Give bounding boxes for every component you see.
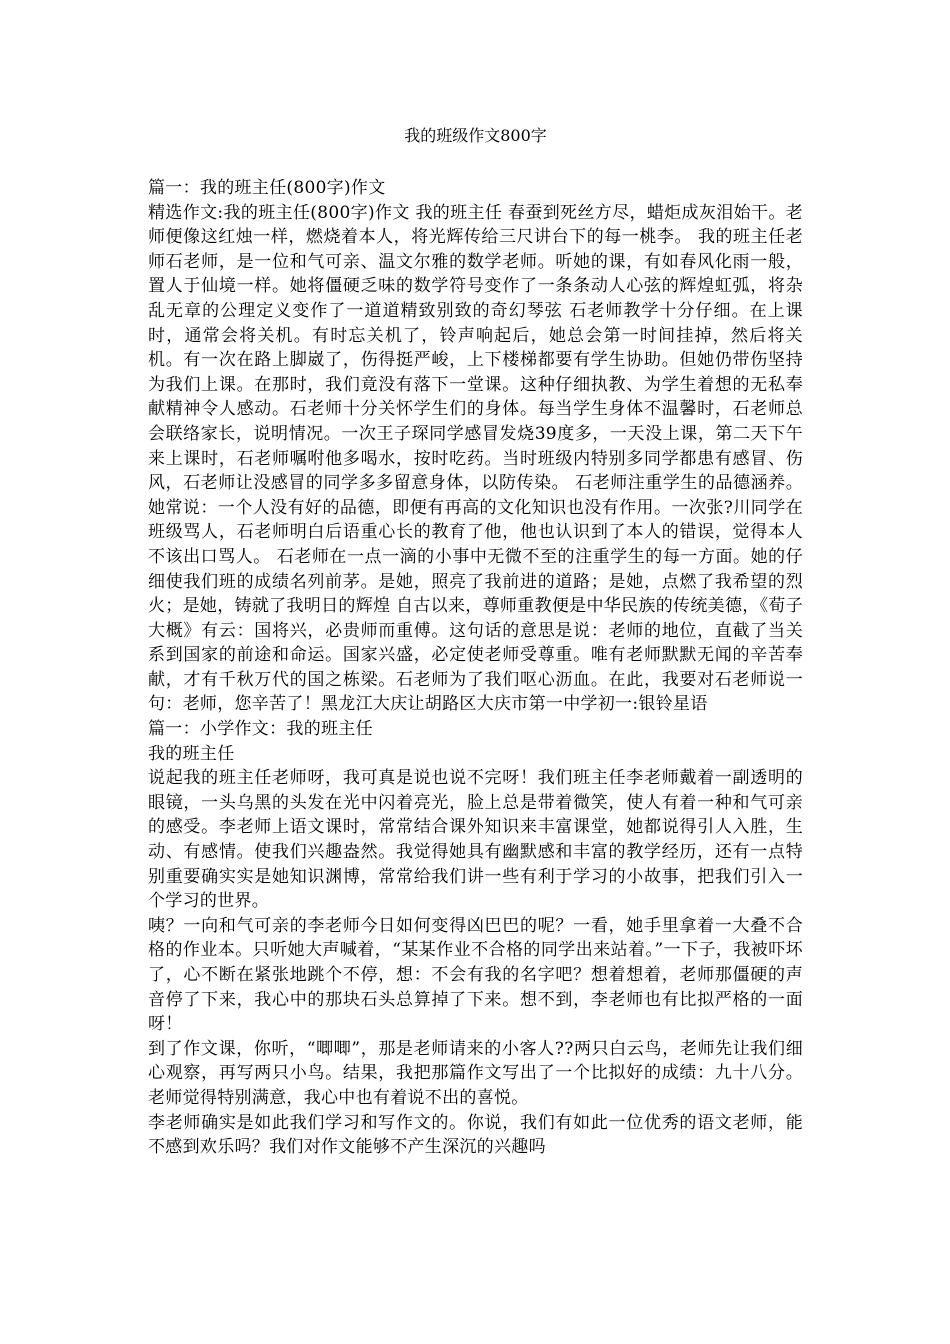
paragraph: 到了作文课，你听，“唧唧”，那是老师请来的小客人??两只白云鸟，老师先让我们细心观察，再写两只小鸟。结果，我把那篇作文写出了一个比拟好的成绩：九十八分。老师觉得特别满意，我心中也有着说不出的喜悦。 xyxy=(148,1038,803,1108)
paragraph: 说起我的班主任老师呀，我可真是说也说不完呀！我们班主任李老师戴着一副透明的眼镜，一头乌黑的头发在光中闪着亮光，脸上总是带着微笑，使人有着一种和气可亲的感受。李老师上语文课时，常常结合课外知识来丰富课堂，她都说得引人入胜，生动、有感情。使我们兴趣盎然。我觉得她具有幽默感和丰富的教学经历，还有一点特别重要确实实是她知识渊博，常常给我们讲一些有利于学习的小故事，把我们引入一个学习的世界。 xyxy=(148,768,803,912)
section-heading: 篇一：我的班主任(800字)作文 xyxy=(148,178,386,198)
section-heading: 篇一：小学作文：我的班主任 xyxy=(148,719,373,740)
paragraph: 精选作文:我的班主任(800字)作文 我的班主任 春蚕到死丝方尽，蜡炬成灰泪始干。老师便像这红烛一样，燃烧着本人，将光辉传给三尺讲台下的每一桃李。 我的班主任老师石老师，是一位和气可亲、温文尔雅的数学老师。听她的课，有如春风化雨一般，置人于仙境一样。她将僵硬乏味的数学符号变作了一条条动人心弦的辉煌虹弧，将杂乱无章的公理定义变作了一道道精致别致的奇幻琴弦 石老师教学十分仔细。在上课时，通常会将关机。有时忘关机了，铃声响起后，她总会第一时间挂掉，然后将关机。有一次在路上脚崴了，伤得挺严峻，上下楼梯都要有学生协助。但她仍带伤坚持为我们上课。在那时，我们竟没有落下一堂课。这种仔细执教、为学生着想的无私奉献精神令人感动。石老师十分关怀学生们的身体。每当学生身体不温馨时，石老师总会联络家长，说明情况。一次王子琛同学感冒发烧39度多，一天没上课，第二天下午来上课时，石老师嘱咐他多喝水，按时吃药。当时班级内特别多同学都患有感冒、伤风，石老师让没感冒的同学多多留意身体，以防传染。 石老师注重学生的品德涵养。她常说：一个人没有好的品德，即便有再高的文化知识也没有作用。一次张?川同学在班级骂人，石老师明白后语重心长的教育了他，他也认识到了本人的错误，觉得本人不该出口骂人。 石老师在一点一滴的小事中无微不至的注重学生的每一方面。她的仔细使我们班的成绩名列前茅。是她，照亮了我前进的道路；是她，点燃了我希望的烈火；是她，铸就了我明日的辉煌 自古以来，尊师重教便是中华民族的传统美德，《荀子大概》有云：国将兴，必贵师而重傅。这句话的意思是说：老师的地位，直截了当关系到国家的前途和命运。国家兴盛，必定使老师受尊重。唯有老师默默无闻的辛苦奉献，才有千秋万代的国之栋梁。石老师为了我们呕心沥血。在此，我要对石老师说一句：老师，您辛苦了！黑龙江大庆让胡路区大庆市第一中学初一:银铃星语 xyxy=(148,202,803,715)
paragraph: 咦？一向和气可亲的李老师今日如何变得凶巴巴的呢？一看，她手里拿着一大叠不合格的作业本。只听她大声喊着，“某某作业不合格的同学出来站着。”一下子，我被吓坏了，心不断在紧张地跳个不停，想：不会有我的名字吧？想着想着，老师那僵硬的声音停了下来，我心中的那块石头总算掉了下来。想不到，李老师也有比拟严格的一面呀！ xyxy=(148,915,803,1035)
document-body xyxy=(148,176,803,1160)
paragraph: 李老师确实是如此我们学习和写作文的。你说，我们有如此一位优秀的语文老师，能不感到欢乐吗？我们对作文能够不产生深沉的兴趣吗 xyxy=(148,1112,803,1158)
subheading: 我的班主任 xyxy=(148,743,235,764)
document-title: 我的班级作文800字 xyxy=(404,126,547,145)
